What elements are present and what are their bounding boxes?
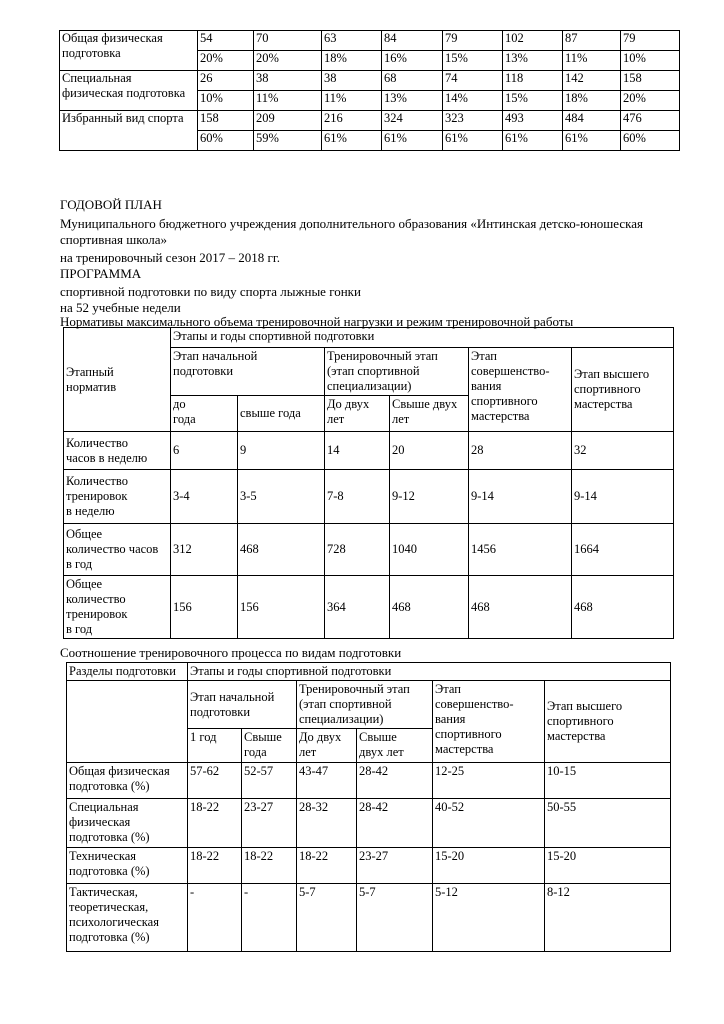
- percent-cell: 61%: [563, 131, 621, 151]
- percent-cell: 16%: [382, 51, 443, 71]
- value-cell: -: [188, 884, 242, 952]
- ratio-subheader: Свыше двух лет: [357, 729, 433, 763]
- organization-line: Муниципального бюджетного учреждения дополнительного образования «Интинская детско-юношеская: [60, 216, 644, 231]
- percent-cell: 13%: [382, 91, 443, 111]
- norms-stage-header: Этап высшего спортивного мастерства: [572, 348, 674, 432]
- program-title: ПРОГРАММА: [60, 266, 142, 281]
- value-cell: 118: [503, 71, 563, 91]
- value-cell: 156: [171, 576, 238, 639]
- value-cell: 68: [382, 71, 443, 91]
- weeks-line: на 52 учебные недели: [60, 300, 181, 315]
- value-cell: 3-5: [238, 470, 325, 524]
- value-cell: 18-22: [188, 799, 242, 848]
- value-cell: 216: [322, 111, 382, 131]
- percent-cell: 15%: [443, 51, 503, 71]
- value-cell: 324: [382, 111, 443, 131]
- percent-cell: 20%: [198, 51, 254, 71]
- value-cell: 158: [198, 111, 254, 131]
- percent-cell: 61%: [382, 131, 443, 151]
- value-cell: 3-4: [171, 470, 238, 524]
- norms-stage-header: Этап начальной подготовки: [171, 348, 325, 396]
- percent-cell: 60%: [621, 131, 680, 151]
- value-cell: 102: [503, 31, 563, 51]
- ratio-caption: Соотношение тренировочного процесса по видам подготовки: [60, 645, 402, 660]
- table-row: [60, 71, 680, 91]
- value-cell: 15-20: [545, 848, 671, 884]
- value-cell: 484: [563, 111, 621, 131]
- value-cell: 6: [171, 432, 238, 470]
- value-cell: 14: [325, 432, 390, 470]
- value-cell: 9: [238, 432, 325, 470]
- ratio-corner-header: Разделы подготовки: [67, 663, 188, 681]
- value-cell: 1456: [469, 524, 572, 576]
- percent-cell: 13%: [503, 51, 563, 71]
- value-cell: 8-12: [545, 884, 671, 952]
- percent-cell: 20%: [254, 51, 322, 71]
- value-cell: 28-32: [297, 799, 357, 848]
- value-cell: 32: [572, 432, 674, 470]
- program-description: спортивной подготовки по виду спорта лыжные гонки: [60, 284, 361, 299]
- value-cell: 38: [322, 71, 382, 91]
- percent-cell: 10%: [198, 91, 254, 111]
- ratio-stage-header: Тренировочный этап (этап спортивной специализации): [297, 681, 433, 729]
- row-label: Количество часов в неделю: [64, 432, 171, 470]
- value-cell: 158: [621, 71, 680, 91]
- value-cell: 38: [254, 71, 322, 91]
- percent-cell: 11%: [563, 51, 621, 71]
- row-label: Тактическая, теоретическая, психологическая подготовка (%): [67, 884, 188, 952]
- ratio-group-header: Этапы и годы спортивной подготовки: [188, 663, 671, 681]
- value-cell: 12-25: [433, 763, 545, 799]
- percent-cell: 20%: [621, 91, 680, 111]
- value-cell: 5-7: [297, 884, 357, 952]
- value-cell: 70: [254, 31, 322, 51]
- percent-cell: 61%: [443, 131, 503, 151]
- value-cell: 1664: [572, 524, 674, 576]
- ratio-stage-header: Этап высшего спортивного мастерства: [545, 681, 671, 763]
- organization-line-cont: спортивная школа»: [60, 232, 168, 247]
- value-cell: 79: [443, 31, 503, 51]
- value-cell: 18-22: [242, 848, 297, 884]
- value-cell: 20: [390, 432, 469, 470]
- value-cell: 74: [443, 71, 503, 91]
- row-label: Специальная физическая подготовка (%): [67, 799, 188, 848]
- value-cell: 312: [171, 524, 238, 576]
- table-row: [64, 470, 674, 524]
- value-cell: 63: [322, 31, 382, 51]
- value-cell: 142: [563, 71, 621, 91]
- plan-title: ГОДОВОЙ ПЛАН: [60, 197, 162, 212]
- percent-cell: 60%: [198, 131, 254, 151]
- percent-cell: 15%: [503, 91, 563, 111]
- value-cell: 476: [621, 111, 680, 131]
- row-label: Общая физическая подготовка (%): [67, 763, 188, 799]
- table-row: [60, 111, 680, 131]
- row-label: Избранный вид спорта: [60, 111, 198, 151]
- percent-cell: 61%: [322, 131, 382, 151]
- value-cell: 5-12: [433, 884, 545, 952]
- value-cell: 156: [238, 576, 325, 639]
- ratio-subheader: 1 год: [188, 729, 242, 763]
- value-cell: 468: [238, 524, 325, 576]
- value-cell: 364: [325, 576, 390, 639]
- norms-caption: Нормативы максимального объема тренировочной нагрузки и режим тренировочной работы: [60, 314, 574, 329]
- norms-subheader: Свыше двух лет: [390, 396, 469, 432]
- value-cell: 728: [325, 524, 390, 576]
- value-cell: 52-57: [242, 763, 297, 799]
- value-cell: 28-42: [357, 799, 433, 848]
- table-row: [64, 524, 674, 576]
- value-cell: 9-12: [390, 470, 469, 524]
- row-label: Специальная физическая подготовка: [60, 71, 198, 111]
- table-row: [67, 884, 671, 952]
- ratio-corner-blank: [67, 681, 188, 763]
- value-cell: -: [242, 884, 297, 952]
- value-cell: 468: [469, 576, 572, 639]
- value-cell: 15-20: [433, 848, 545, 884]
- value-cell: 54: [198, 31, 254, 51]
- ratio-stage-header: Этап совершенство- вания спортивного мастерства: [433, 681, 545, 763]
- value-cell: 493: [503, 111, 563, 131]
- value-cell: 28: [469, 432, 572, 470]
- value-cell: 9-14: [572, 470, 674, 524]
- value-cell: 43-47: [297, 763, 357, 799]
- table-row: [67, 763, 671, 799]
- percent-cell: 59%: [254, 131, 322, 151]
- percent-cell: 18%: [322, 51, 382, 71]
- load-distribution-table: [59, 30, 680, 151]
- season-line: на тренировочный сезон 2017 – 2018 гг.: [60, 250, 280, 265]
- row-label: Общее количество часов в год: [64, 524, 171, 576]
- norms-stage-header: Тренировочный этап (этап спортивной специализации): [325, 348, 469, 396]
- percent-cell: 11%: [254, 91, 322, 111]
- row-label: Общее количество тренировок в год: [64, 576, 171, 639]
- value-cell: 7-8: [325, 470, 390, 524]
- value-cell: 468: [390, 576, 469, 639]
- ratio-stage-header: Этап начальной подготовки: [188, 681, 297, 729]
- norms-stage-header: Этап совершенство- вания спортивного мастерства: [469, 348, 572, 432]
- value-cell: 1040: [390, 524, 469, 576]
- value-cell: 84: [382, 31, 443, 51]
- value-cell: 18-22: [188, 848, 242, 884]
- value-cell: 468: [572, 576, 674, 639]
- norms-corner-header: Этапный норматив: [64, 328, 171, 432]
- value-cell: 23-27: [357, 848, 433, 884]
- percent-cell: 11%: [322, 91, 382, 111]
- ratio-subheader: Свыше года: [242, 729, 297, 763]
- value-cell: 79: [621, 31, 680, 51]
- table-row: [64, 576, 674, 639]
- value-cell: 40-52: [433, 799, 545, 848]
- percent-cell: 10%: [621, 51, 680, 71]
- table-row: [60, 31, 680, 51]
- training-ratio-table: [66, 662, 671, 952]
- training-norms-table: [63, 327, 674, 639]
- row-label: Общая физическая подготовка: [60, 31, 198, 71]
- value-cell: 28-42: [357, 763, 433, 799]
- ratio-subheader: До двух лет: [297, 729, 357, 763]
- value-cell: 26: [198, 71, 254, 91]
- value-cell: 50-55: [545, 799, 671, 848]
- norms-subheader: До двух лет: [325, 396, 390, 432]
- table-row: [67, 799, 671, 848]
- table-row: [67, 848, 671, 884]
- norms-group-header: Этапы и годы спортивной подготовки: [171, 328, 674, 348]
- norms-subheader: свыше года: [238, 396, 325, 432]
- value-cell: 57-62: [188, 763, 242, 799]
- table-row: [64, 432, 674, 470]
- value-cell: 5-7: [357, 884, 433, 952]
- value-cell: 209: [254, 111, 322, 131]
- value-cell: 18-22: [297, 848, 357, 884]
- value-cell: 9-14: [469, 470, 572, 524]
- value-cell: 87: [563, 31, 621, 51]
- row-label: Техническая подготовка (%): [67, 848, 188, 884]
- value-cell: 10-15: [545, 763, 671, 799]
- norms-subheader: до года: [171, 396, 238, 432]
- row-label: Количество тренировок в неделю: [64, 470, 171, 524]
- percent-cell: 61%: [503, 131, 563, 151]
- percent-cell: 18%: [563, 91, 621, 111]
- value-cell: 23-27: [242, 799, 297, 848]
- percent-cell: 14%: [443, 91, 503, 111]
- value-cell: 323: [443, 111, 503, 131]
